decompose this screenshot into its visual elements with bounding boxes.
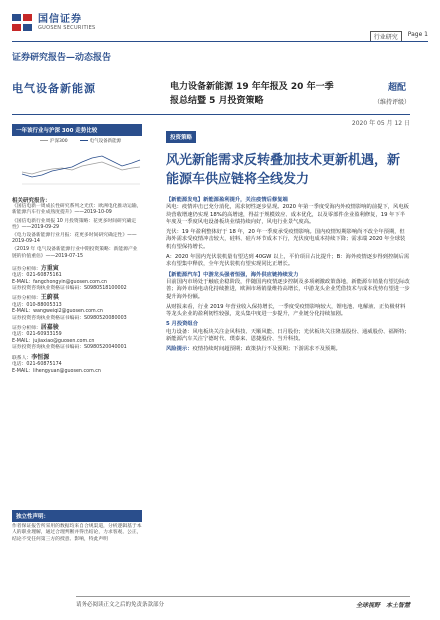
- analyst-name: 居嘉骏: [40, 324, 59, 332]
- related-heading: 相关研究报告：: [12, 198, 51, 204]
- title-divider: [12, 114, 410, 115]
- paragraph: [166, 272, 410, 301]
- report-date: 2020 年 05 月 12 日: [351, 120, 410, 127]
- related-item[interactable]: 《国信电新行业周报 10 月投资策略：花更多时间研究确定性》——2019-09-29: [12, 218, 137, 230]
- analyst-list: [12, 266, 142, 375]
- trend-chart: [12, 138, 142, 194]
- logo-mark-icon: [12, 14, 34, 32]
- analyst-email[interactable]: E-MAIL：wangweiqi2@guosen.com.cn: [12, 309, 103, 315]
- rating: 超配: [387, 83, 406, 93]
- report-title: 电力设备新能源 19 年年报及 20 年一季报总结暨 5 月投资策略: [170, 82, 334, 106]
- analyst-card: [12, 325, 142, 352]
- paragraph-text: 风电：疫情冲击已充分消化，需求韧性逐步显现。2020 年第一季度受海内外疫情影响的前提下，风电板块营收增速仍实现 18%的高增速，得益于规模效应、成本优化，以及零部件企业盈利修复，19 年下半年度及一季度风电设备板块业绩持续向好，风电行业景气度高。: [166, 204, 409, 225]
- paragraph: [166, 346, 410, 353]
- analyst-name: 方重寅: [40, 264, 59, 272]
- footer-disclaimer: 请务必阅读正文之后的免责条款部分: [76, 602, 165, 608]
- analyst-tel: 电话：021-60875161: [12, 273, 62, 279]
- analyst-name: 李恒源: [31, 353, 50, 361]
- paragraph: [166, 321, 410, 343]
- analyst-cert: 证券投资咨询执业资格证书编码：S0980520040001: [12, 345, 127, 351]
- statement-text: 作者保证报告所采用的数据均来自合规渠道，分析逻辑基于本人的职业理解，通过合理判断并得出结论，力求客观、公正，结论不受任何第三方的授意、影响，特此声明: [12, 524, 142, 542]
- paragraph-heading: 风险提示：: [166, 346, 193, 353]
- paragraph-text: 目前国内市场处于触底企稳阶段，伴随国内疫情逐步控制及多项刺激政策落地，新能源车销量有望边际改善；海外市场电动化持续推进，欧洲市场销量维持高增长，中游龙头企业凭借技术与成本优势有望进一步提升海外份额。: [166, 278, 410, 300]
- doc-tag: 行业研究: [370, 31, 402, 42]
- analyst-card: [12, 295, 142, 322]
- headline: 风光新能需求反转叠加技术更新机遇，新能源车供应链将全线发力: [166, 153, 401, 187]
- independence-statement: [12, 510, 142, 543]
- paragraph-heading: 5 月投资组合: [166, 321, 199, 328]
- report-type: 证券研究报告—动态报告: [12, 53, 112, 63]
- analyst-role: 证券分析师：: [12, 266, 41, 272]
- analyst-role: 证券分析师：: [12, 326, 41, 332]
- paragraph-text: A：2020 年国内光伏装机量有望达到 40GW 以上，平价项目占比提升；B：海外疫情逐步得到控制后需求有望集中释放，全年光伏装机有望实现同比正增长。: [166, 254, 410, 268]
- paragraph-text: 电力设备：风电板块关注金风科技、天顺风能、日月股份；光伏板块关注隆基股份、通威股份、福斯特；新能源汽车关注宁德时代、璞泰来、恩捷股份、当升科技。: [166, 328, 410, 343]
- invest-tag: 投资策略: [166, 131, 196, 143]
- legend-label: 电气设备新能源: [89, 139, 122, 144]
- paragraph: [166, 304, 410, 319]
- analyst-role: 联系人：: [12, 355, 32, 361]
- main-content: [166, 124, 410, 357]
- paragraph: [166, 254, 410, 269]
- logo-name-cn: 国信证券: [38, 14, 82, 25]
- paragraph-text: 疫情持续时间超预期；政策执行不及预期；下游需求不及预期。: [192, 346, 341, 353]
- analyst-tel: 电话：010-88005313: [12, 302, 62, 308]
- hs300-line: [22, 162, 140, 174]
- paragraph-text: 从财报来看，行业 2019 年营业收入保持增长，一季度受疫情影响较大，锂电池、电解液、正负极材料等龙头企业的盈利韧性较强，龙头集中度进一步提升，产业链分化持续加剧。: [166, 303, 406, 318]
- related-item[interactable]: 《2019 年 电气设备新能源行业中期投资策略：新能源产业链的价值重估》——2019-07-15: [12, 247, 138, 259]
- legend-label: 沪深300: [50, 139, 68, 144]
- chart-heading: 一年该行业与沪深 300 走势比较: [12, 124, 142, 136]
- analyst-role: 证券分析师：: [12, 296, 41, 302]
- rating-sub: （维持评级）: [373, 99, 410, 106]
- paragraph-text: 光伏：19 年盈利整体好于 18 年，20 年一季度承受疫情影响。国内疫情短期影响尚不改全年预期，但海外需求受疫情冲击较大，硅料、硅片环节成本下行，光伏度电成本持续下降；需求端 2020 年全球装机有望保持增长。: [166, 229, 406, 250]
- page-label: Page 1: [407, 31, 428, 38]
- body-text: [166, 197, 410, 354]
- statement-heading: 独立性声明：: [12, 510, 142, 522]
- analyst-name: 王蔚祺: [40, 294, 59, 302]
- analyst-tel: 电话：021-60933159: [12, 332, 62, 338]
- analyst-cert: 证券投资咨询执业资格证书编码：S0980520080003: [12, 315, 127, 321]
- page-header: [0, 0, 440, 44]
- related-item[interactable]: 《国信电新一周成长性研究系列之光伏：欧洲电化推动运输，新能源汽车行业成熟度提升》——2019-10-09: [12, 204, 142, 216]
- analyst-card: [12, 266, 142, 293]
- trend-chart-svg: [12, 144, 142, 194]
- analyst-card: [12, 355, 142, 375]
- industry-name: 电气设备新能源: [12, 82, 96, 95]
- sidebar: [12, 124, 142, 378]
- related-reports: [12, 198, 142, 260]
- paragraph-heading: 【新能源汽车】中游龙头强者恒强，海外供应链持续发力: [166, 271, 299, 278]
- analyst-tel: 电话：021-60875174: [12, 362, 62, 368]
- analyst-email[interactable]: E-MAIL：jujiaxiao@guosen.com.cn: [12, 338, 95, 344]
- company-logo: [12, 14, 96, 32]
- footer-slogan: 全球视野 本土智慧: [355, 602, 410, 609]
- analyst-email[interactable]: E-MAIL：lihengyuan@guosen.com.cn: [12, 368, 101, 374]
- analyst-email[interactable]: E-MAIL：fangchongyin@guosen.com.cn: [12, 279, 107, 285]
- paragraph: [166, 229, 410, 251]
- paragraph-heading: 【新能源发电】新能源盈利提升，关注疫情后修复端: [166, 197, 288, 203]
- footer-divider: [76, 596, 410, 597]
- related-item[interactable]: 《电力设备新能源行业月报：花更多时间研究确定性》——2019-09-14: [12, 233, 137, 245]
- header-divider: [12, 41, 428, 42]
- logo-name-en: GUOSEN SECURITIES: [38, 25, 96, 31]
- paragraph: [166, 197, 410, 226]
- analyst-cert: 证券投资咨询执业资格证书编码：S0980518100002: [12, 286, 127, 292]
